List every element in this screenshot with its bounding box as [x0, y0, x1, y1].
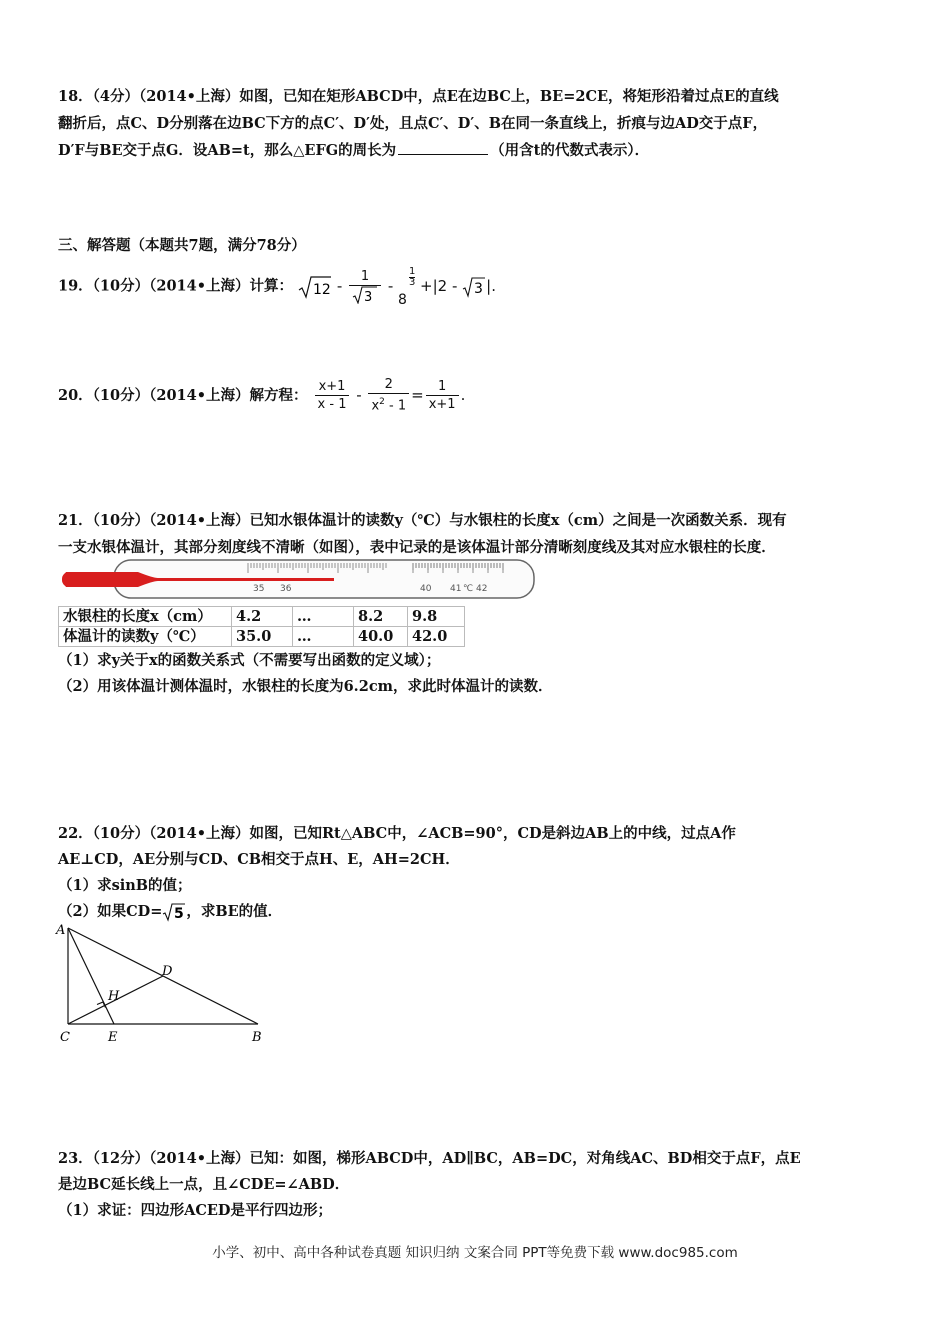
svg-text:5: 5	[174, 906, 185, 922]
q19-prefix: 19．（10分）（2014•上海）计算：	[58, 277, 293, 295]
question-23	[58, 1146, 898, 1224]
tick-label-35: 35	[253, 584, 265, 594]
tick-label-36: 36	[280, 584, 292, 594]
section-heading: 三、解答题（本题共7题，满分78分）	[58, 237, 306, 254]
q20-prefix: 20．（10分）（2014•上海）解方程：	[58, 387, 308, 404]
q21-part1: （1）求y关于x的函数关系式（不需要写出函数的定义域）；	[58, 652, 441, 669]
q22-line2: AE⊥CD，AE分别与CD、CB相交于点H、E，AH=2CH．	[58, 851, 460, 868]
tick-label-41: 41	[450, 584, 462, 594]
q18-line3a: D′F与BE交于点G．设AB=t，那么△EFG的周长为	[58, 142, 397, 159]
q21-line2: 一支水银体温计，其部分刻度线不清晰（如图），表中记录的是该体温计部分清晰刻度线及其对应水银柱的长度．	[58, 539, 776, 556]
q19-fraction: $\frac{1}{3}$	[349, 268, 381, 304]
table-cell: 体温计的读数y（℃）	[59, 627, 232, 647]
q22-line1: 22．（10分）（2014•上海）如图，已知Rt△ABC中，∠ACB=90°，CD是斜边AB上的中线，过点A作	[58, 825, 736, 842]
q21-part2: （2）用该体温计测体温时，水银柱的长度为6.2cm，求此时体温计的读数．	[58, 678, 553, 695]
table-row	[59, 607, 465, 627]
label-E: E	[108, 1030, 118, 1045]
q18-line3	[58, 137, 898, 164]
svg-text:3: 3	[364, 290, 373, 304]
label-D: D	[162, 964, 173, 979]
table-cell: …	[293, 627, 354, 647]
page-footer: 小学、初中、高中各种试卷真题 知识归纳 文案合同 PPT等免费下载 www.doc985.com	[212, 1245, 738, 1261]
table-cell: 8.2	[354, 607, 408, 627]
q18-line1: 18．（4分）（2014•上海）如图，已知在矩形ABCD中，点E在边BC上，BE=2CE，将矩形沿着过点E的直线	[58, 88, 779, 105]
q21-line1: 21．（10分）（2014•上海）已知水银体温计的读数y（℃）与水银柱的长度x（cm）之间是一次函数关系．现有	[58, 512, 787, 529]
sqrt-symbol	[298, 270, 332, 302]
tick-label-42: 42	[476, 584, 488, 594]
table-row	[59, 627, 465, 647]
question-20	[58, 373, 898, 418]
thermometer-figure	[58, 558, 538, 602]
question-22	[58, 821, 898, 925]
label-B: B	[252, 1030, 262, 1045]
tick-label-40: 40	[420, 584, 432, 594]
table-cell: 40.0	[354, 627, 408, 647]
table-cell: 42.0	[408, 627, 465, 647]
question-19	[58, 266, 898, 308]
table-cell: 水银柱的长度x（cm）	[59, 607, 232, 627]
table-cell: …	[293, 607, 354, 627]
triangle-figure	[52, 922, 272, 1048]
sqrt-symbol	[162, 902, 186, 922]
table-cell: 9.8	[408, 607, 465, 627]
answer-blank	[398, 140, 488, 155]
q18-line2: 翻折后，点C、D分别落在边BC下方的点C′、D′处，且点C′、D′、B在同一条直线上，折痕与边AD交于点F，	[58, 115, 768, 132]
q19-minus: -	[336, 276, 343, 295]
q18-line3b: （用含t的代数式表示）．	[490, 142, 650, 159]
abs-bar-left: |	[432, 276, 438, 295]
tick-label-unit: ℃	[463, 584, 474, 594]
q23-part1: （1）求证：四边形ACED是平行四边形；	[58, 1202, 333, 1219]
q20-equation: $\frac{x+1}{x - 1}$ - $\frac{2}{x^2 - 1}$ = $\frac{1}{x+1}$ .	[313, 386, 466, 404]
q23-line2: 是边BC延长线上一点，且∠CDE=∠ABD．	[58, 1176, 350, 1193]
abs-bar-right: |	[486, 276, 492, 295]
q19-expression: 12 - $\frac{1}{3}$ - 8 1 3 +|2 - 3 |.	[298, 277, 496, 295]
q22-part2: （2）如果CD= 5 ，求BE的值．	[58, 903, 283, 922]
q19-power: 8 1 3	[398, 266, 416, 308]
label-H: H	[108, 989, 120, 1004]
question-21	[58, 507, 898, 561]
q22-part1: （1）求sinB的值；	[58, 877, 192, 894]
table-cell: 35.0	[232, 627, 293, 647]
q19-sqrt12: 12	[313, 281, 331, 298]
question-18	[58, 83, 898, 164]
svg-text:3: 3	[474, 280, 484, 297]
q21-parts	[58, 648, 898, 700]
mercury-bulb	[62, 572, 138, 587]
label-A: A	[56, 923, 66, 938]
q23-line1: 23．（12分）（2014•上海）已知：如图，梯形ABCD中，AD∥BC，AB=DC，对角线AC、BD相交于点F，点E	[58, 1150, 801, 1167]
data-table	[58, 606, 465, 647]
table-cell: 4.2	[232, 607, 293, 627]
label-C: C	[60, 1030, 70, 1045]
